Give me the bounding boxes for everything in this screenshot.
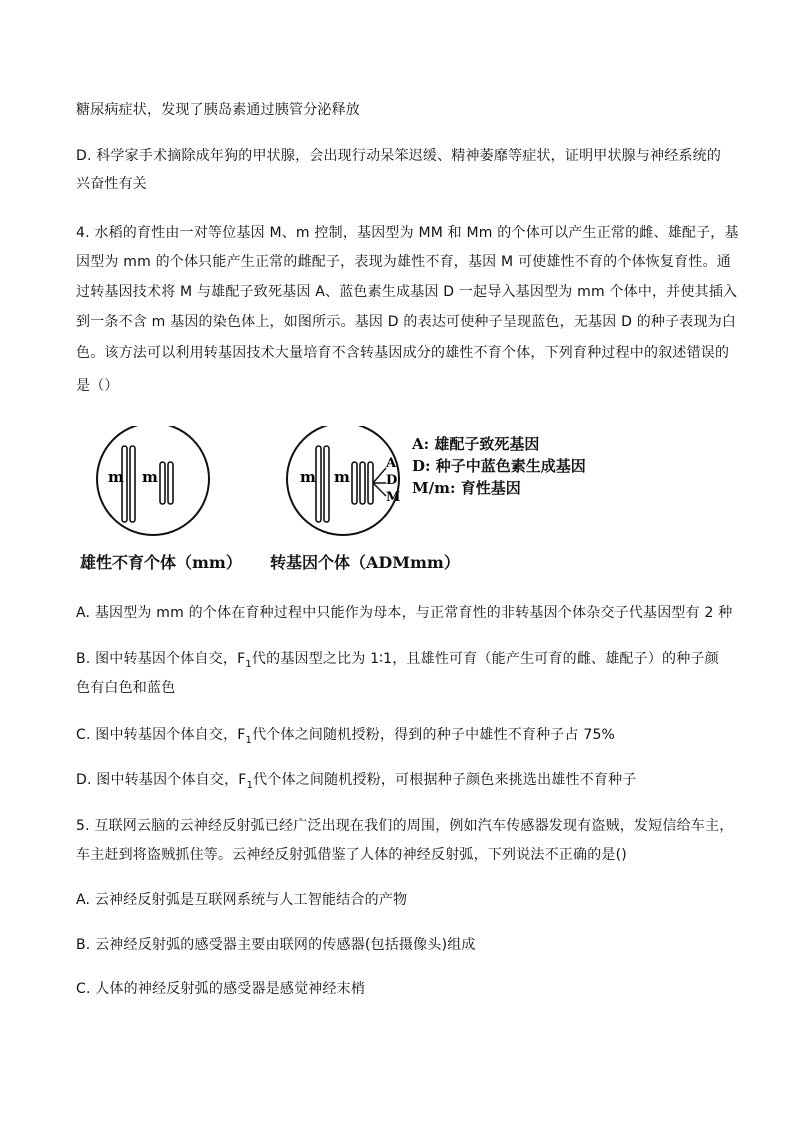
subscript-1: 1 xyxy=(246,779,254,791)
option-4a: A. 基因型为 mm 的个体在育种过程中只能作为母本，与正常育性的非转基因个体杂交子代基因型有 2 种 xyxy=(76,605,733,621)
gene-pointer-A xyxy=(373,468,386,483)
gene-label-D: D xyxy=(386,473,398,488)
question-4-line4: 到一条不含 m 基因的染色体上，如图所示。基因 D 的表达可使种子呈现蓝色，无基因 D 的种子表现为白 xyxy=(76,314,737,330)
subscript-1: 1 xyxy=(245,734,253,746)
gene-label-A: A xyxy=(386,456,397,471)
cell-2-label-m: m xyxy=(300,468,316,486)
subscript-1: 1 xyxy=(245,658,252,670)
cell-2-chromatid xyxy=(368,462,373,504)
option-4c xyxy=(76,725,615,751)
cell-2-label-m: m xyxy=(334,468,350,486)
gene-label-M: M xyxy=(386,490,401,505)
cell-1-label-m: m xyxy=(142,468,158,486)
option-3d-line2: 兴奋性有关 xyxy=(76,176,147,192)
cell-2-chromatid xyxy=(360,462,365,504)
option-4d xyxy=(76,770,637,796)
legend-M: M/m: 育性基因 xyxy=(412,479,521,497)
option-4c-rest: 代个体之间随机授粉，得到的种子中雄性不育种子占 75% xyxy=(252,727,616,743)
option-4b-rest: 代的基因型之比为 1∶1，且雄性可育（能产生可育的雌、雄配子）的种子颜 xyxy=(251,651,719,667)
question-5-line1: 5. 互联网云脑的云神经反射弧已经广泛出现在我们的周围，例如汽车传感器发现有盗贼，发短信给车主， xyxy=(76,818,734,834)
cell-2-chromatid xyxy=(316,446,321,522)
cell-1-chromatid xyxy=(168,462,173,504)
option-3d-line1: D. 科学家手术摘除成年狗的甲状腺，会出现行动呆笨迟缓、精神萎靡等症状，证明甲状腺与神经系统的 xyxy=(76,148,722,164)
question-5-line2: 车主赶到将盗贼抓住等。云神经反射弧借鉴了人体的神经反射弧，下列说法不正确的是() xyxy=(76,847,627,863)
chromosome-figure xyxy=(76,426,636,576)
option-4d-prefix: D. 图中转基因个体自交，F xyxy=(76,772,247,788)
question-4-line6: 是（） xyxy=(76,378,119,394)
cell-1-chromatid xyxy=(130,446,135,522)
question-4-line1: 4. 水稻的育性由一对等位基因 M、m 控制，基因型为 MM 和 Mm 的个体可以产生正常的雌、雄配子，基 xyxy=(76,225,739,241)
option-4c-prefix: C. 图中转基因个体自交，F xyxy=(76,727,246,743)
caption-male-sterile: 雄性不育个体（mm） xyxy=(80,553,242,572)
question-4-line3: 过转基因技术将 M 与雄配子致死基因 A、蓝色素生成基因 D 一起导入基因型为 mm 个体中，并使其插入 xyxy=(76,284,738,300)
gene-pointer-M xyxy=(373,483,386,496)
caption-transgenic: 转基因个体（ADMmm） xyxy=(270,553,460,572)
legend-D: D: 种子中蓝色素生成基因 xyxy=(412,457,586,475)
legend-A: A: 雄配子致死基因 xyxy=(412,435,540,453)
question-4-line5: 色。该方法可以利用转基因技术大量培育不含转基因成分的雄性不育个体，下列育种过程中的叙述错误的 xyxy=(76,345,730,361)
option-4d-rest: 代个体之间随机授粉，可根据种子颜色来挑选出雄性不育种子 xyxy=(253,772,637,788)
cell-1-label-m: m xyxy=(108,468,124,486)
cell-2-chromatid xyxy=(352,462,357,504)
option-5c: C. 人体的神经反射弧的感受器是感觉神经末梢 xyxy=(76,981,366,997)
option-4b-line2: 色有白色和蓝色 xyxy=(76,680,176,696)
question-4-line2: 因型为 mm 的个体只能产生正常的雌配子，表现为雄性不育，基因 M 可使雄性不育的个体恢复育性。通 xyxy=(76,254,731,270)
option-5b: B. 云神经反射弧的感受器主要由联网的传感器(包括摄像头)组成 xyxy=(76,937,476,953)
option-4b-prefix: B. 图中转基因个体自交，F xyxy=(76,651,246,667)
option-5a: A. 云神经反射弧是互联网系统与人工智能结合的产物 xyxy=(76,892,408,908)
cell-1-chromatid xyxy=(160,462,165,504)
option-3c-tail: 糖尿病症状，发现了胰岛素通过胰管分泌释放 xyxy=(76,102,360,118)
option-4b-line1 xyxy=(76,649,719,675)
cell-2-chromatid xyxy=(324,446,329,522)
